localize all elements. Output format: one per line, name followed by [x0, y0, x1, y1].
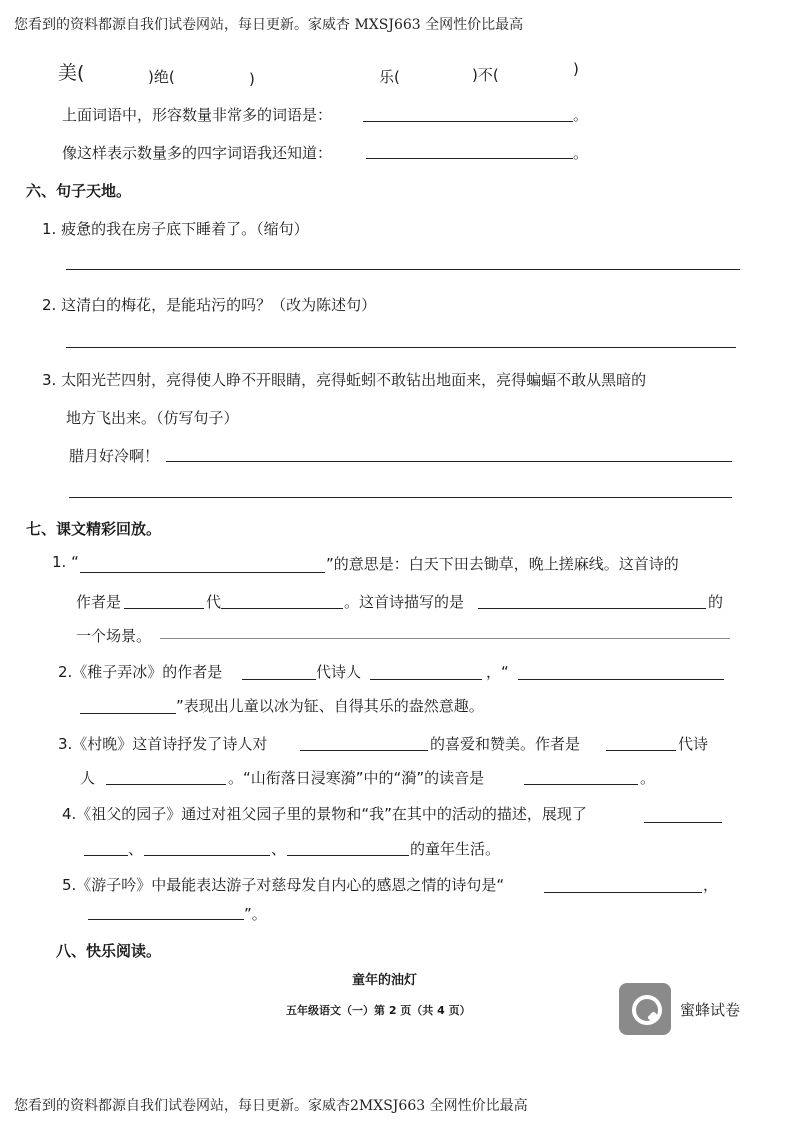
s6-q3-line1: 3. 太阳光芒四射，亮得使人睁不开眼睛，亮得蚯蚓不敢钻出地面来，亮得蝙蝠不敢从黑暗的	[42, 371, 647, 389]
comma: 、	[271, 840, 287, 858]
period: 。	[640, 769, 656, 787]
answer-line[interactable]	[287, 855, 409, 856]
answer-line[interactable]	[366, 158, 573, 159]
answer-line[interactable]	[160, 638, 730, 639]
s7-q3-pinyin: 。“山衔落日浸寒漪”中的“漪”的读音是	[228, 769, 485, 787]
answer-line[interactable]	[544, 892, 702, 893]
answer-line[interactable]	[606, 750, 676, 751]
answer-line[interactable]	[363, 121, 573, 122]
s7-q2-poet: 代诗人	[316, 663, 362, 681]
passage-title: 童年的油灯	[352, 973, 418, 988]
antonym-bu: )不(	[472, 66, 499, 84]
s7-q5-text: 5.《游子吟》中最能表达游子对慈母发自内心的感恩之情的诗句是“	[62, 876, 505, 894]
answer-line[interactable]	[88, 919, 244, 920]
s7-q4-childhood: 的童年生活。	[410, 840, 501, 858]
answer-line[interactable]	[84, 855, 128, 856]
s7-q2-quote: ，“	[486, 663, 509, 681]
period: 。	[573, 106, 589, 124]
s7-q3-ren: 人	[80, 769, 96, 787]
answer-line[interactable]	[370, 679, 482, 680]
antonym-jue-close: )	[249, 70, 255, 88]
answer-line[interactable]	[644, 822, 722, 823]
s7-q1-author: 作者是	[76, 593, 122, 611]
answer-line[interactable]	[166, 461, 732, 462]
s7-q2-text: 2.《稚子弄冰》的作者是	[58, 663, 223, 681]
s7-q1-num: 1. “	[52, 553, 79, 571]
s7-q1-de: 的	[708, 593, 724, 611]
answer-line[interactable]	[124, 608, 204, 609]
header-notice: 您看到的资料都源自我们试卷网站，每日更新。家威杏 MXSJ663 全网性价比最高	[14, 17, 524, 33]
antonym-bu-close: )	[573, 60, 579, 78]
antonym-mei: 美(	[58, 62, 85, 84]
footer-notice: 您看到的资料都源自我们试卷网站，每日更新。家威杏2MXSJ663 全网性价比最高	[14, 1098, 528, 1114]
page-info: 五年级语文（一）第 2 页（共 4 页）	[286, 1004, 471, 1017]
comma: ，	[703, 876, 719, 894]
answer-line[interactable]	[221, 608, 343, 609]
period: 。	[573, 144, 589, 162]
section-6-title: 六、句子天地。	[26, 182, 132, 200]
s7-q5-end: ”。	[244, 905, 267, 923]
answer-line[interactable]	[518, 679, 724, 680]
s6-q3-prompt: 腊月好冷啊！	[69, 447, 160, 465]
answer-line[interactable]	[106, 784, 226, 785]
answer-line[interactable]	[80, 572, 325, 573]
s7-q4-text: 4.《祖父的园子》通过对祖父园子里的景物和“我”在其中的活动的描述，展现了	[62, 805, 587, 823]
s6-q1: 1. 疲惫的我在房子底下睡着了。（缩句）	[42, 220, 309, 238]
q-words-line1: 上面词语中，形容数量非常多的词语是：	[62, 106, 333, 124]
answer-line[interactable]	[69, 497, 732, 498]
answer-line[interactable]	[242, 679, 316, 680]
answer-line[interactable]	[478, 608, 706, 609]
s7-q3-dynasty: 代诗	[678, 735, 709, 753]
s6-q2: 2. 这清白的梅花，是能玷污的吗？（改为陈述句）	[42, 296, 377, 314]
s6-q3-line2: 地方飞出来。（仿写句子）	[66, 409, 239, 427]
q-words-line2: 像这样表示数量多的四字词语我还知道：	[62, 144, 333, 162]
section-8-title: 八、快乐阅读。	[56, 942, 162, 960]
answer-line[interactable]	[66, 347, 736, 348]
antonym-jue: )绝(	[148, 68, 175, 86]
answer-line[interactable]	[144, 855, 270, 856]
s7-q1-dynasty: 代	[206, 593, 222, 611]
brand-name: 蜜蜂试卷	[680, 1001, 741, 1019]
answer-line[interactable]	[300, 750, 428, 751]
answer-line[interactable]	[524, 784, 638, 785]
s7-q1-describe: 。这首诗描写的是	[344, 593, 465, 611]
answer-line[interactable]	[66, 269, 740, 270]
s7-q1-scene: 一个场景。	[76, 627, 152, 645]
comma: 、	[128, 840, 144, 858]
s7-q3-author: 的喜爱和赞美。作者是	[430, 735, 581, 753]
section-7-title: 七、课文精彩回放。	[26, 520, 162, 538]
s7-q1-text: ”的意思是：白天下田去锄草，晚上搓麻线。这首诗的	[326, 555, 679, 573]
s7-q2-meaning: ”表现出儿童以冰为钲、自得其乐的盎然意趣。	[176, 697, 484, 715]
s7-q3-text: 3.《村晚》这首诗抒发了诗人对	[58, 735, 268, 753]
brand-logo-icon	[619, 983, 671, 1035]
antonym-le: 乐(	[379, 68, 400, 86]
answer-line[interactable]	[80, 713, 176, 714]
